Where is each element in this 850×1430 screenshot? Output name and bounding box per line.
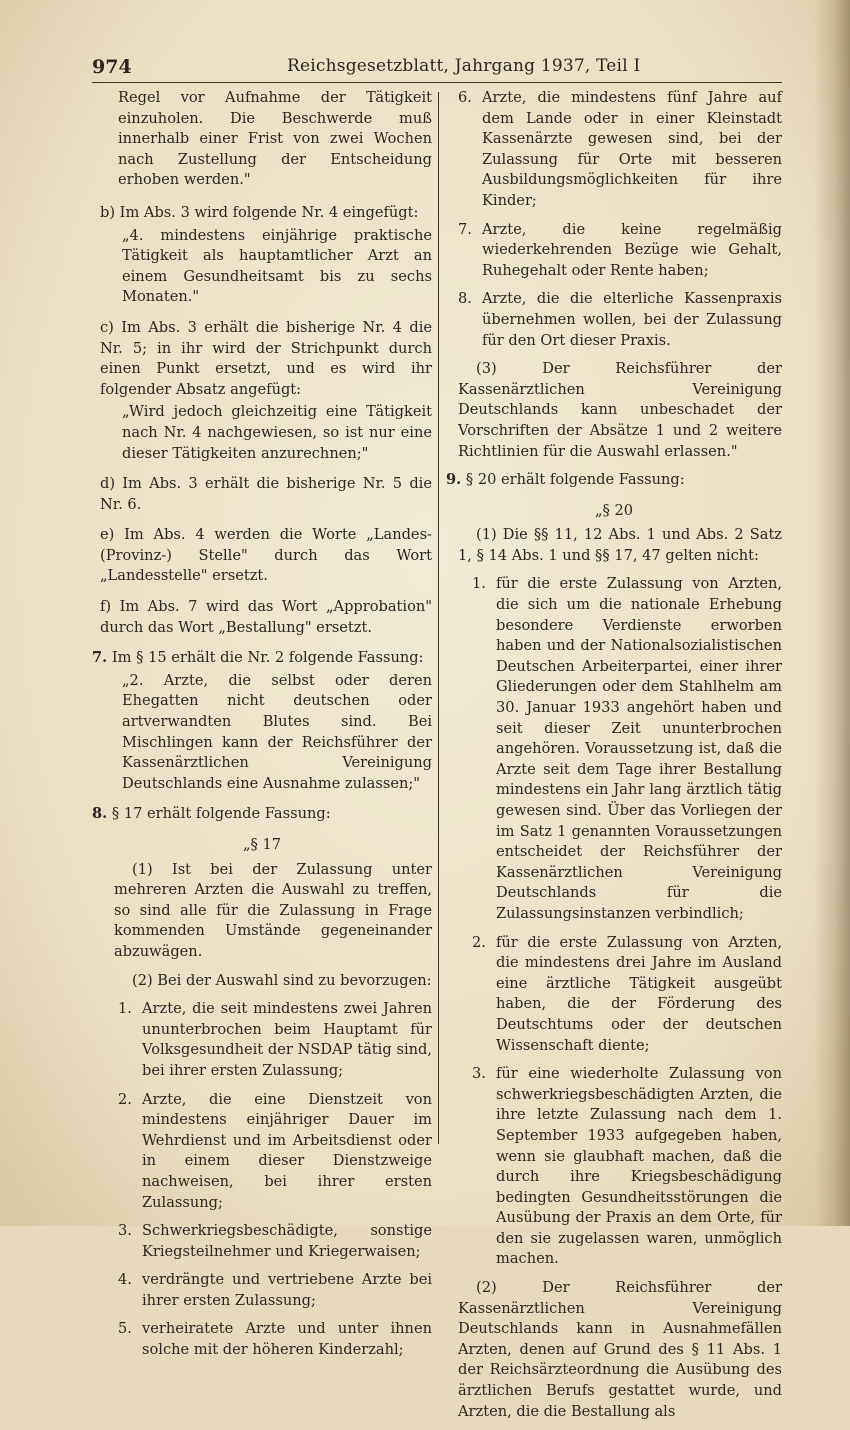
list-item — [472, 933, 782, 1057]
list-item-number: 2. — [118, 1090, 132, 1108]
amendment-c — [100, 318, 432, 464]
header-rule — [92, 82, 782, 83]
paragraph-9-label: 9. — [446, 471, 462, 489]
amendment-d — [100, 474, 432, 515]
section-20-absatz-1: (1) Die §§ 11, 12 Abs. 1 und Abs. 2 Satz 1, § 14 Abs. 1 und §§ 17, 47 gelten nicht: — [458, 526, 782, 564]
amendment-e — [100, 525, 432, 587]
page-number: 974 — [92, 56, 132, 78]
section-17-absatz-1: (1) Ist bei der Zulassung unter mehreren Arzten die Auswahl zu treffen, so sind alle für die Zulassung in Frage kommenden Umstände gegeneinander abzuwägen. — [114, 860, 432, 960]
list-item-number: 5. — [118, 1320, 132, 1338]
paragraph-8-heading — [92, 804, 432, 825]
list-item — [118, 1090, 432, 1214]
amendment-f — [100, 597, 432, 638]
section-20-heading: „§ 20 — [594, 501, 634, 519]
paragraph-9-text: § 20 erhält folgende Fassung: — [465, 471, 685, 489]
list-item-text: Arzte, die eine Dienstzeit von mindestens einjähriger Dauer im Wehrdienst und im Arbeitsdienst oder in einem dieser Dienstzweige nachweisen, bei ihrer ersten Zulassung; — [142, 1090, 432, 1211]
left-column — [92, 88, 432, 1369]
list-item-number: 2. — [472, 933, 486, 951]
right-column — [446, 88, 782, 1430]
list-item — [118, 1319, 432, 1360]
amendment-c-intro: c) Im Abs. 3 erhält die bisherige Nr. 4 die Nr. 5; in ihr wird der Strichpunkt durch einen Punkt ersetzt, und es wird ihr folgender Absatz angefügt: — [100, 318, 432, 398]
list-item-text: für eine wiederholte Zulassung von schwerkriegsbeschädigten Arzten, die ihre letzte Zulassung nach dem 1. September 1933 aufgegeben haben, wenn sie glaubhaft machen, daß die durch ihre Kriegsbeschädigung bedingten Gesundheitsstörungen die Ausübung der Praxis an dem Orte, für den sie zugelassen waren, unmöglich machen. — [496, 1065, 782, 1268]
amendment-b — [100, 203, 432, 308]
section-17-absatz-3: (3) Der Reichsführer der Kassenärztlichen Vereinigung Deutschlands kann unbeschadet der Vorschriften der Absätze 1 und 2 weitere Richtlinien für die Auswahl erlassen." — [458, 360, 782, 460]
list-item-number: 7. — [458, 220, 472, 238]
section-17-heading: „§ 17 — [242, 836, 282, 853]
paragraph-8-label: 8. — [92, 805, 108, 823]
page-edge-shadow — [814, 0, 850, 1226]
list-item-number: 1. — [472, 575, 486, 593]
paragraph-7-text: Im § 15 erhält die Nr. 2 folgende Fassung: — [111, 649, 424, 667]
list-item — [118, 1221, 432, 1262]
paragraph-7-label: 7. — [92, 649, 108, 667]
paragraph-8 — [92, 804, 432, 825]
list-item-number: 6. — [458, 89, 472, 106]
list-item-text: für die erste Zulassung von Arzten, die mindestens drei Jahre im Ausland eine ärztliche Tätigkeit ausgeübt haben, die der Förderung des Deutschtums oder der deutschen Wissenschaft diente; — [496, 933, 782, 1054]
list-item — [458, 289, 782, 351]
amendment-d-text: d) Im Abs. 3 erhält die bisherige Nr. 5 die Nr. 6. — [100, 475, 432, 513]
paragraph-7 — [92, 648, 432, 794]
page-header — [92, 52, 782, 82]
list-item — [472, 574, 782, 924]
amendment-b-intro: b) Im Abs. 3 wird folgende Nr. 4 eingefügt: — [100, 203, 419, 221]
paragraph-7-heading — [92, 648, 432, 669]
list-item-text: Arzte, die die elterliche Kassenpraxis übernehmen wollen, bei der Zulassung für den Ort dieser Praxis. — [482, 290, 782, 349]
list-item — [118, 999, 432, 1081]
amendment-b-quote: „4. mindestens einjährige praktische Tätigkeit als hauptamtlicher Arzt an einem Gesundheitsamt bis zu sechs Monaten." — [122, 226, 432, 306]
list-item-text: Arzte, die seit mindestens zwei Jahren ununterbrochen beim Hauptamt für Volksgesundheit der NSDAP tätig sind, bei ihrer ersten Zulassung; — [142, 1000, 432, 1079]
list-item-number: 4. — [118, 1271, 132, 1289]
paragraph-7-quote: „2. Arzte, die selbst oder deren Ehegatten nicht deutschen oder artverwandten Blutes sind. Bei Mischlingen kann der Reichsführer der Kassenärztlichen Vereinigung Deutschlands eine Ausnahme zulassen;" — [122, 671, 432, 792]
section-17-absatz-2: (2) Bei der Auswahl sind zu bevorzugen: — [132, 971, 432, 989]
running-title: Reichsgesetzblatt, Jahrgang 1937, Teil I — [287, 56, 641, 76]
section-20-absatz-2: (2) Der Reichsführer der Kassenärztlichen Vereinigung Deutschlands kann in Ausnahmefällen Arzten, denen auf Grund des § 11 Abs. 1 der Reichsärzteordnung die Ausübung des ärztlichen Berufs gestattet wurde, und Arzten, die die Bestallung als — [458, 1279, 782, 1420]
continued-text: Regel vor Aufnahme der Tätigkeit einzuholen. Die Beschwerde muß innerhalb einer Frist von zwei Wochen nach Zustellung der Entscheidung erhoben werden." — [118, 89, 432, 189]
list-item — [458, 88, 782, 212]
paragraph-9-heading — [446, 470, 782, 491]
paragraph-9 — [446, 470, 782, 491]
amendment-e-text: e) Im Abs. 4 werden die Worte „Landes- (Provinz-) Stelle" durch das Wort „Landesstelle" ersetzt. — [100, 526, 432, 585]
column-divider — [438, 92, 439, 1144]
list-item-text: Schwerkriegsbeschädigte, sonstige Kriegsteilnehmer und Kriegerwaisen; — [142, 1222, 432, 1260]
list-item-number: 3. — [118, 1222, 132, 1240]
list-item-text: Arzte, die mindestens fünf Jahre auf dem Lande oder in einer Kleinstadt Kassenärzte gewesen sind, bei der Zulassung für Orte mit besseren Ausbildungsmöglichkeiten für ihre Kinder; — [482, 89, 782, 209]
list-item — [458, 220, 782, 282]
list-item-number: 1. — [118, 1000, 132, 1018]
list-item — [118, 1270, 432, 1311]
amendment-f-text: f) Im Abs. 7 wird das Wort „Approbation" durch das Wort „Bestallung" ersetzt. — [100, 598, 432, 636]
paragraph-8-text: § 17 erhält folgende Fassung: — [111, 805, 331, 823]
list-item-text: verdrängte und vertriebene Arzte bei ihrer ersten Zulassung; — [142, 1271, 432, 1309]
list-item — [472, 1064, 782, 1270]
list-item-text: verheiratete Arzte und unter ihnen solche mit der höheren Kinderzahl; — [142, 1320, 432, 1359]
amendment-c-quote: „Wird jedoch gleichzeitig eine Tätigkeit nach Nr. 4 nachgewiesen, so ist nur eine dieser Tätigkeiten anzurechnen;" — [122, 403, 432, 462]
list-item-text: Arzte, die keine regelmäßig wiederkehrenden Bezüge wie Gehalt, Ruhegehalt oder Rente haben; — [482, 220, 782, 279]
list-item-number: 3. — [472, 1065, 486, 1083]
list-item-text: für die erste Zulassung von Arzten, die sich um die nationale Erhebung besondere Verdienste erworben haben und der Nationalsozialistischen Deutschen Arbeiterpartei, einer ihrer Gliederungen oder dem Stahlhelm am 30. Januar 1933 angehört haben und seit dieser Zeit ununterbrochen angehören. Voraussetzung ist, daß die Arzte seit dem Tage ihrer Bestallung mindestens ein Jahr lang ärztlich tätig gewesen sind. Über das Vorliegen der im Satz 1 genannten Voraussetzungen entscheidet der Reichsführer der Kassenärztlichen Vereinigung Deutschlands für die Zulassungsinstanzen verbindlich; — [496, 575, 782, 922]
list-item-number: 8. — [458, 290, 472, 308]
